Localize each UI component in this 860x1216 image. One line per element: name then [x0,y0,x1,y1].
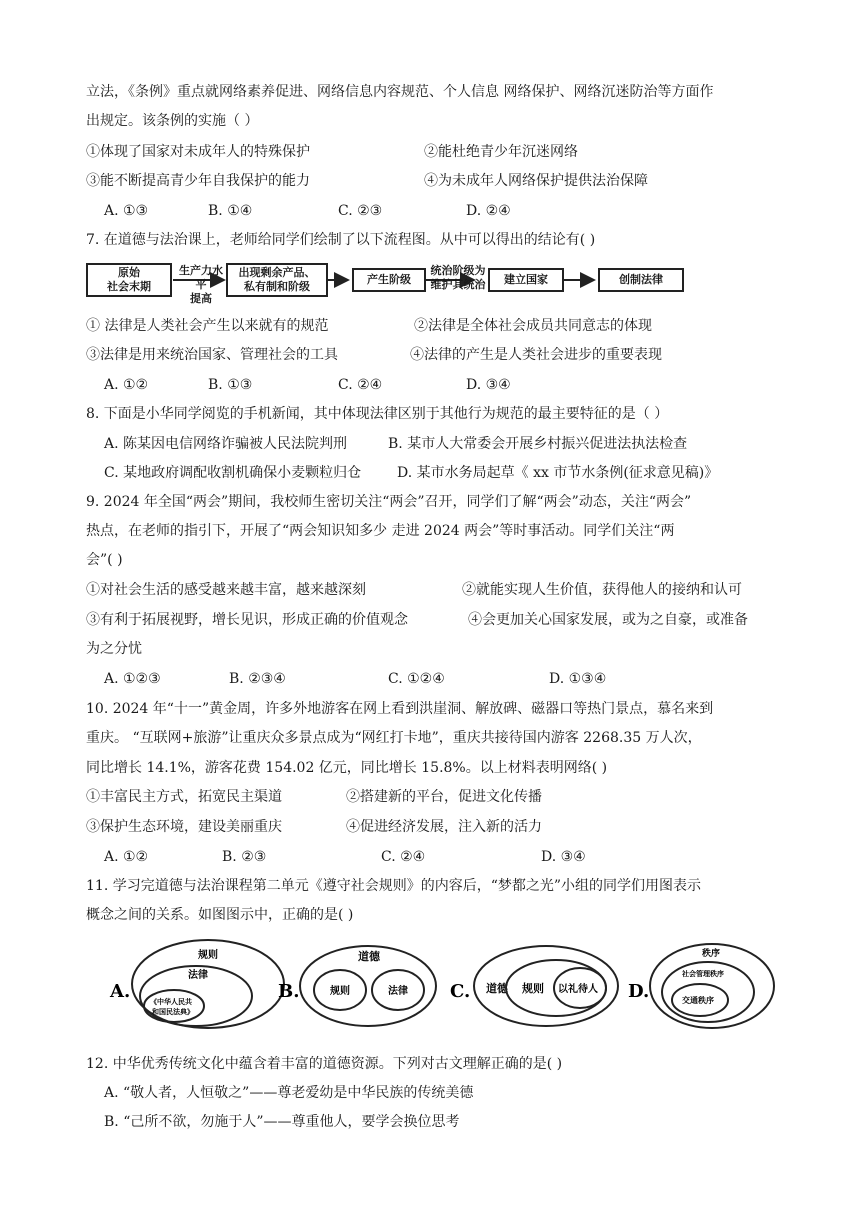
diagram-b-outer-label: 道德 [358,950,380,963]
q6-option-b: B. ①④ [208,203,253,219]
q10-option-d: D. ③④ [541,849,586,865]
q12-option-b: B. “己所不欲，勿施于人”——尊重他人，要学会换位思考 [104,1114,460,1130]
q11-venn-diagrams [96,936,776,1036]
diagram-a-inner-label-2: 和国民法典》 [152,1007,194,1016]
q10-option-a: A. ①② [104,849,149,865]
q6-option-a: A. ①③ [104,203,149,219]
q9-statement-2: ②就能实现人生价值，获得他人的接纳和认可 [462,582,742,598]
q10-statement-3: ③保护生态环境，建设美丽重庆 [86,819,282,835]
q10-statement-2: ②搭建新的平台，促进文化传播 [346,789,542,805]
q8-option-a: A. 陈某因电信网络诈骗被人民法院判刑 [104,436,348,452]
q9-line1: 9. 2024 年全国“两会”期间，我校师生密切关注“两会”召开，同学们了解“两会”动态，关注“两会” [86,494,692,510]
q7-stem: 7. 在道德与法治课上，老师给同学们绘制了以下流程图。从中可以得出的结论有( ) [86,232,596,248]
flow-arrow-label-ruling-class: 统治阶级为 维护其统治 [430,264,486,291]
q9-option-c: C. ①②④ [388,671,445,687]
q8-stem: 8. 下面是小华同学阅览的手机新闻，其中体现法律区别于其他行为规范的最主要特征的是（ ） [86,406,669,422]
q9-option-b: B. ②③④ [229,671,286,687]
q9-statement-3: ③有利于拓展视野，增长见识，形成正确的价值观念 [86,612,408,628]
q10-statement-1: ①丰富民主方式，拓宽民主渠道 [86,789,282,805]
flow-box-law: 创制法律 [598,268,684,292]
q6-statement-2: ②能杜绝青少年沉迷网络 [424,144,578,160]
diagram-a-inner-label-1: 《中华人民共 [150,997,192,1006]
q6-option-d: D. ②④ [466,203,511,219]
diagram-c-inner-label: 以礼待人 [558,984,598,995]
q6-statement-3: ③能不断提高青少年自我保护的能力 [86,173,310,189]
q7-statement-4: ④法律的产生是人类社会进步的重要表现 [410,347,662,363]
diagram-a-outer-label: 规则 [198,950,218,961]
diagram-c-mid-label: 规则 [522,982,544,995]
q10-option-c: C. ②④ [381,849,426,865]
q8-option-c: C. 某地政府调配收割机确保小麦颗粒归仓 [104,465,362,481]
diagram-d-outer-label: 秩序 [702,949,721,959]
flow-box-primitive-society: 原始 社会末期 [86,263,172,297]
diagram-d-letter: D. [628,981,650,1002]
q8-option-b: B. 某市人大常委会开展乡村振兴促进法执法检查 [388,436,688,452]
q10-line1: 10. 2024 年“十一”黄金周，许多外地游客在网上看到洪崖洞、解放碑、磁器口等热门景点，慕名来到 [86,701,714,717]
q7-option-d: D. ③④ [466,377,511,393]
q8-option-d: D. 某市水务局起草《 xx 市节水条例(征求意见稿)》 [397,465,719,481]
q7-statement-2: ②法律是全体社会成员共同意志的体现 [414,318,652,334]
q11-line2: 概念之间的关系。如图图示中，正确的是( ) [86,907,354,923]
q7-statement-3: ③法律是用来统治国家、管理社会的工具 [86,347,338,363]
q10-line2: 重庆。 “互联网+旅游”让重庆众多景点成为“网红打卡地”，重庆共接待国内游客 2268.35 万人次， [86,730,702,746]
q9-statement-1: ①对社会生活的感受越来越丰富，越来越深刻 [86,582,366,598]
q12-stem: 12. 中华优秀传统文化中蕴含着丰富的道德资源。下列对古文理解正确的是( ) [86,1056,563,1072]
q7-option-b: B. ①③ [208,377,253,393]
diagram-b-right-label: 法律 [388,986,408,997]
q9-option-d: D. ①③④ [549,671,607,687]
diagram-b-left-label: 规则 [330,986,350,997]
q6-option-c: C. ②③ [338,203,383,219]
q7-flowchart [86,260,766,305]
diagram-a-mid-label: 法律 [188,970,208,981]
q6-line1: 立法，《条例》重点就网络素养促进、网络信息内容规范、个人信息 网络保护、网络沉迷防治等方面作 [86,84,714,100]
q9-line2: 热点，在老师的指引下，开展了“两会知识知多少 走进 2024 两会”等时事活动。同学们关注“两 [86,523,675,539]
diagram-c-letter: C. [450,981,471,1002]
q7-option-a: A. ①② [104,377,149,393]
q9-line3: 会”( ) [86,552,123,568]
diagram-c-outer-label: 道德 [486,982,508,995]
diagram-b-letter: B. [278,981,300,1002]
flow-box-state: 建立国家 [488,268,564,292]
q12-option-a: A. “敬人者，人恒敬之”——尊老爱幼是中华民族的传统美德 [104,1085,474,1101]
q7-statement-1: ① 法律是人类社会产生以来就有的规范 [86,318,329,334]
q10-option-b: B. ②③ [222,849,267,865]
q10-statement-4: ④促进经济发展，注入新的活力 [346,819,542,835]
q10-line3: 同比增长 14.1%，游客花费 154.02 亿元，同比增长 15.8%。以上材料表明网络( ) [86,760,608,776]
q11-line1: 11. 学习完道德与法治课程第二单元《遵守社会规则》的内容后，“梦都之光”小组的同学们用图表示 [86,878,702,894]
q6-statement-4: ④为未成年人网络保护提供法治保障 [424,173,648,189]
q9-option-a: A. ①②③ [104,671,161,687]
q9-statement-4b: 为之分忧 [86,641,142,657]
diagram-d-mid-label: 社会管理秩序 [682,969,724,978]
q7-option-c: C. ②④ [338,377,383,393]
q6-line2: 出规定。该条例的实施（ ） [86,113,259,129]
flow-box-classes: 产生阶级 [352,268,426,292]
flow-box-surplus-products: 出现剩余产品、 私有制和阶级 [226,263,328,297]
diagram-a-letter: A. [110,981,131,1002]
flow-arrow-label-productivity: 生产力水平 提高 [179,264,223,305]
q9-statement-4a: ④会更加关心国家发展，或为之自豪，或准备 [468,612,748,628]
q6-statement-1: ①体现了国家对未成年人的特殊保护 [86,144,310,160]
diagram-d-inner-label: 交通秩序 [682,995,714,1005]
